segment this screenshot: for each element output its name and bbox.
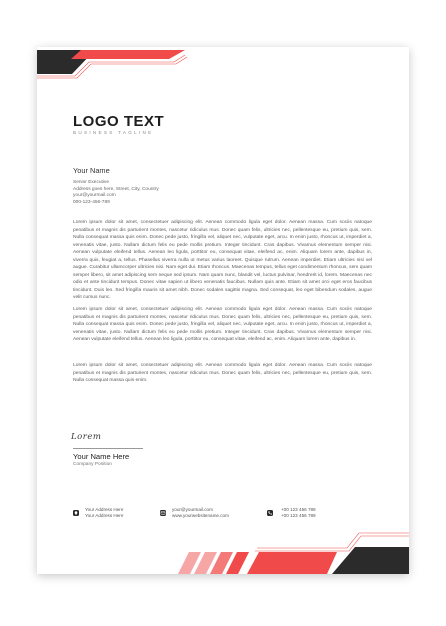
logo-text: LOGO TEXT <box>73 113 165 130</box>
recipient-phone: 000-123-456-789 <box>73 199 110 205</box>
body-paragraph-1: Lorem ipsum dolor sit amet, consectetuer adipiscing elit. Aenean commodo ligula eget dolor. Aenean massa. Cum sociis natoque penatibus et magnis dis parturient montes, nascetur ridiculus mus. Donec quam felis, ultricies nec, pellentesque eu, pretium quis, sem. Nulla consequat massa quis enim. Donec pede justo, fringilla vel, aliquet nec, vulputate eget, arcu. In enim justo, rhoncus ut, imperdiet a, venenatis vitae, justo. Nullam dictum felis eu pede mollis pretium. Integer tincidunt. Cras dapibus. Vivamus elementum semper nisi. Aenean vulputate eleifend tellus. Aenean leo ligula, porttitor eu, consequat vitae, eleifend ac, enim. Aliquam lorem ante, dapibus in, viverra quis, feugiat a, tellus. Phasellus viverra nulla ut metus varius laoreet. Quisque rutrum. Aenean imperdiet. Etiam ultricies nisi vel augue. Curabitur ullamcorper ultricies nisi. Nam eget dui. Etiam rhoncus. Maecenas tempus, tellus eget condimentum rhoncus, sem quam semper libero, sit amet adipiscing sem neque sed ipsum. Nam quam nunc, blandit vel, luctus pulvinar, hendrerit id, lorem. Maecenas nec odio et ante tincidunt tempus. Donec vitae sapien ut libero venenatis faucibus. Nullam quis ante. Etiam sit amet orci eget eros faucibus tincidunt. Duis leo. Sed fringilla mauris sit amet nibh. Donec sodales sagittis magna. Sed consequat, leo eget bibendum sodales, augue velit cursus nunc. <box>73 220 372 301</box>
letterhead-page <box>37 47 409 574</box>
signature: Lorem <box>71 432 102 442</box>
signer-name: Your Name Here <box>73 452 130 461</box>
body-paragraph-2: Lorem ipsum dolor sit amet, consectetuer adipiscing elit. Aenean commodo ligula eget dolor. Aenean massa. Cum sociis natoque penatibus et magnis dis parturient montes, nascetur ridiculus mus. Donec quam felis, ultricies nec, pellentesque eu, pretium quis, sem. Nulla consequat massa quis enim. Donec pede justo, fringilla vel, aliquet nec, vulputate eget, arcu. In enim justo, rhoncus ut, imperdiet a, venenatis vitae, justo. Nullam dictum felis eu pede mollis pretium. Integer tincidunt. Cras dapibus. Vivamus elementum semper nisi. Aenean vulputate eleifend tellus. Aenean leo ligula, porttitor eu, consequat vitae, eleifend ac, enim. Aliquam lorem ante, dapibus in. <box>73 307 372 343</box>
footer-decoration <box>37 47 409 574</box>
recipient-name: Your Name <box>73 166 110 175</box>
recipient-title: Senior Executive <box>73 180 109 185</box>
footer-email[interactable]: your@yourmail.com <box>172 507 213 512</box>
footer-address-line-1: Your Address Here <box>85 507 124 512</box>
footer-line-2 <box>257 533 409 548</box>
footer-phone-2[interactable]: +00 123 456 789 <box>281 513 316 519</box>
footer-website[interactable]: www.yourwebsitename.com <box>172 513 229 519</box>
footer-address-line-2: Your Address Here <box>85 513 124 519</box>
body-paragraph-3: Lorem ipsum dolor sit amet, consectetuer adipiscing elit. Aenean commodo ligula eget dolor. Aenean massa. Cum sociis natoque penatibus et magnis dis parturient montes, nascetur ridiculus mus. Donec quam felis, ultricies nec, pellentesque eu, pretium quis, sem. Nulla consequat massa quis enim. <box>73 363 372 384</box>
recipient-email: your@yourmail.com <box>73 193 116 198</box>
business-tagline: BUSINESS TAGLINE <box>73 130 154 135</box>
recipient-address: Address goes here, Street, City, Country <box>73 186 159 192</box>
signer-position: Company Position <box>73 462 112 467</box>
footer-red-band <box>247 552 337 574</box>
footer-phone-1[interactable]: +00 123 456 789 <box>281 507 316 512</box>
